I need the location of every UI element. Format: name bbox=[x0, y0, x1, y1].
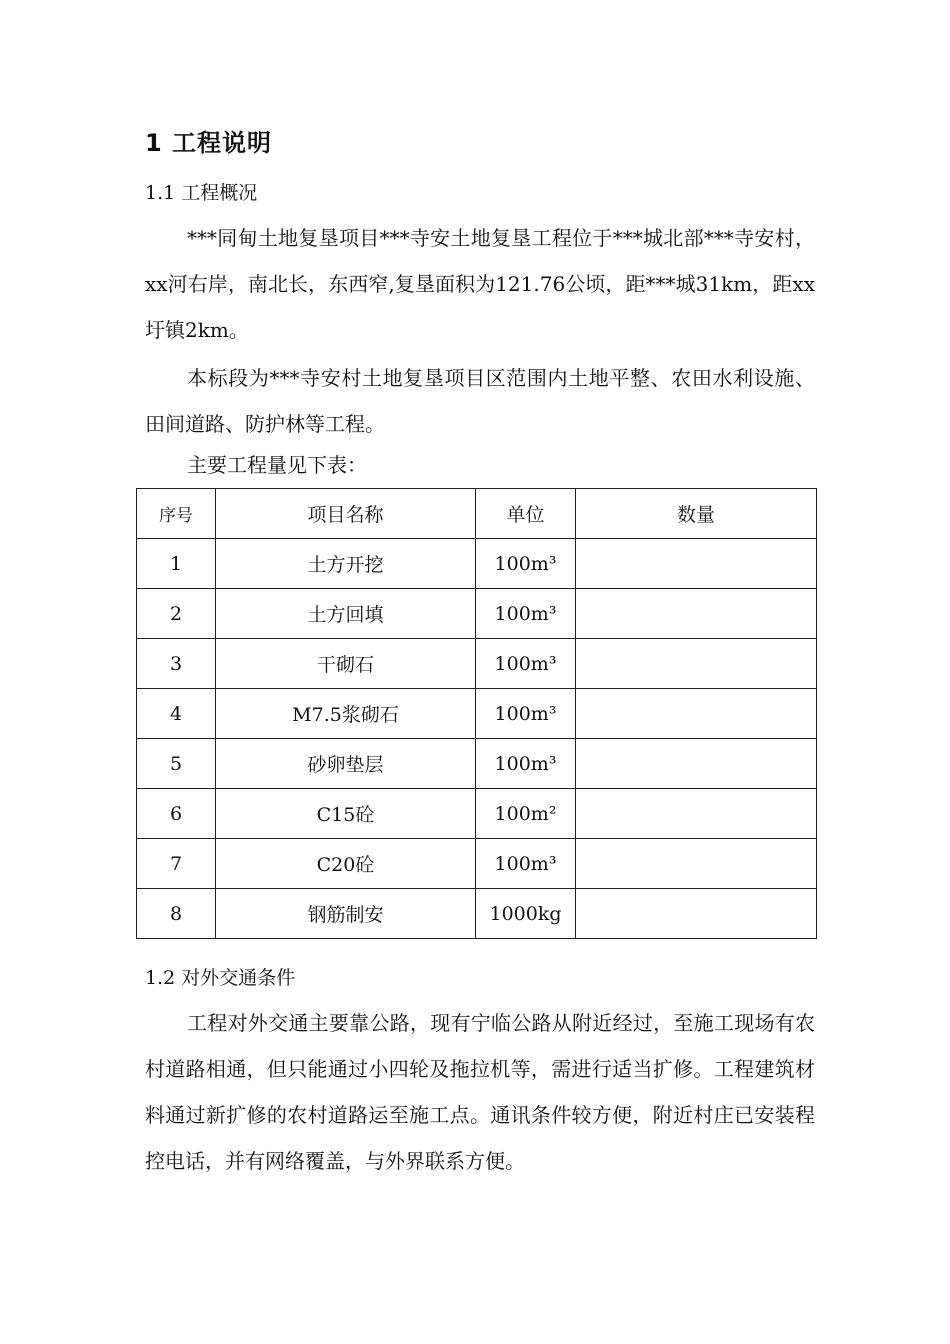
row-item-name: 土方回填 bbox=[216, 589, 476, 639]
row-quantity bbox=[576, 789, 817, 839]
row-item-name: 砂卵垫层 bbox=[216, 739, 476, 789]
row-index: 5 bbox=[137, 739, 216, 789]
table-row bbox=[137, 589, 817, 639]
traffic-heading: 1.2 对外交通条件 bbox=[145, 967, 296, 989]
header-index: 序号 bbox=[137, 489, 216, 539]
row-index: 3 bbox=[137, 639, 216, 689]
row-index: 1 bbox=[137, 539, 216, 589]
row-index: 8 bbox=[137, 889, 216, 939]
table-row bbox=[137, 639, 817, 689]
row-item-name: 干砌石 bbox=[216, 639, 476, 689]
row-quantity bbox=[576, 639, 817, 689]
row-item-name: C15砼 bbox=[216, 789, 476, 839]
overview-paragraph-1: ***同甸土地复垦项目***寺安土地复垦工程位于***城北部***寺安村， xx河右岸，南北长，东西窄,复垦面积为121.76公顷，距***城31km，距xx圩镇2km。 bbox=[145, 226, 815, 342]
row-item-name: M7.5浆砌石 bbox=[216, 689, 476, 739]
table-row bbox=[137, 889, 817, 939]
header-unit: 单位 bbox=[476, 489, 576, 539]
row-item-name: C20砼 bbox=[216, 839, 476, 889]
row-item-name: 土方开挖 bbox=[216, 539, 476, 589]
overview-paragraph-2: 本标段为***寺安村土地复垦项目区范围内土地平整、农田水利设施、田间道路、防护林等工程。 bbox=[145, 366, 815, 436]
row-unit: 100m³ bbox=[476, 689, 576, 739]
quantities-table bbox=[136, 488, 817, 939]
row-unit: 100m² bbox=[476, 789, 576, 839]
overview-heading: 1.1 工程概况 bbox=[145, 182, 258, 204]
row-index: 7 bbox=[137, 839, 216, 889]
row-item-name: 钢筋制安 bbox=[216, 889, 476, 939]
table-row bbox=[137, 689, 817, 739]
table-row bbox=[137, 789, 817, 839]
row-unit: 100m³ bbox=[476, 739, 576, 789]
section-title: 1 工程说明 bbox=[145, 129, 273, 157]
header-quantity: 数量 bbox=[576, 489, 817, 539]
traffic-paragraph: 工程对外交通主要靠公路，现有宁临公路从附近经过，至施工现场有农村道路相通，但只能通过小四轮及拖拉机等，需进行适当扩修。工程建筑材料通过新扩修的农村道路运至施工点。通讯条件较方便，附近村庄已安装程控电话，并有网络覆盖，与外界联系方便。 bbox=[145, 1011, 815, 1173]
row-quantity bbox=[576, 739, 817, 789]
row-unit: 100m³ bbox=[476, 839, 576, 889]
row-index: 4 bbox=[137, 689, 216, 739]
row-unit: 100m³ bbox=[476, 639, 576, 689]
row-quantity bbox=[576, 589, 817, 639]
row-unit: 1000kg bbox=[476, 889, 576, 939]
row-quantity bbox=[576, 889, 817, 939]
row-index: 2 bbox=[137, 589, 216, 639]
header-item-name: 项目名称 bbox=[216, 489, 476, 539]
table-intro: 主要工程量见下表： bbox=[187, 453, 367, 477]
table-row bbox=[137, 839, 817, 889]
row-quantity bbox=[576, 839, 817, 889]
row-index: 6 bbox=[137, 789, 216, 839]
table-row bbox=[137, 739, 817, 789]
row-quantity bbox=[576, 539, 817, 589]
row-unit: 100m³ bbox=[476, 539, 576, 589]
row-unit: 100m³ bbox=[476, 589, 576, 639]
table-header-row bbox=[137, 489, 817, 539]
table-row bbox=[137, 539, 817, 589]
row-quantity bbox=[576, 689, 817, 739]
